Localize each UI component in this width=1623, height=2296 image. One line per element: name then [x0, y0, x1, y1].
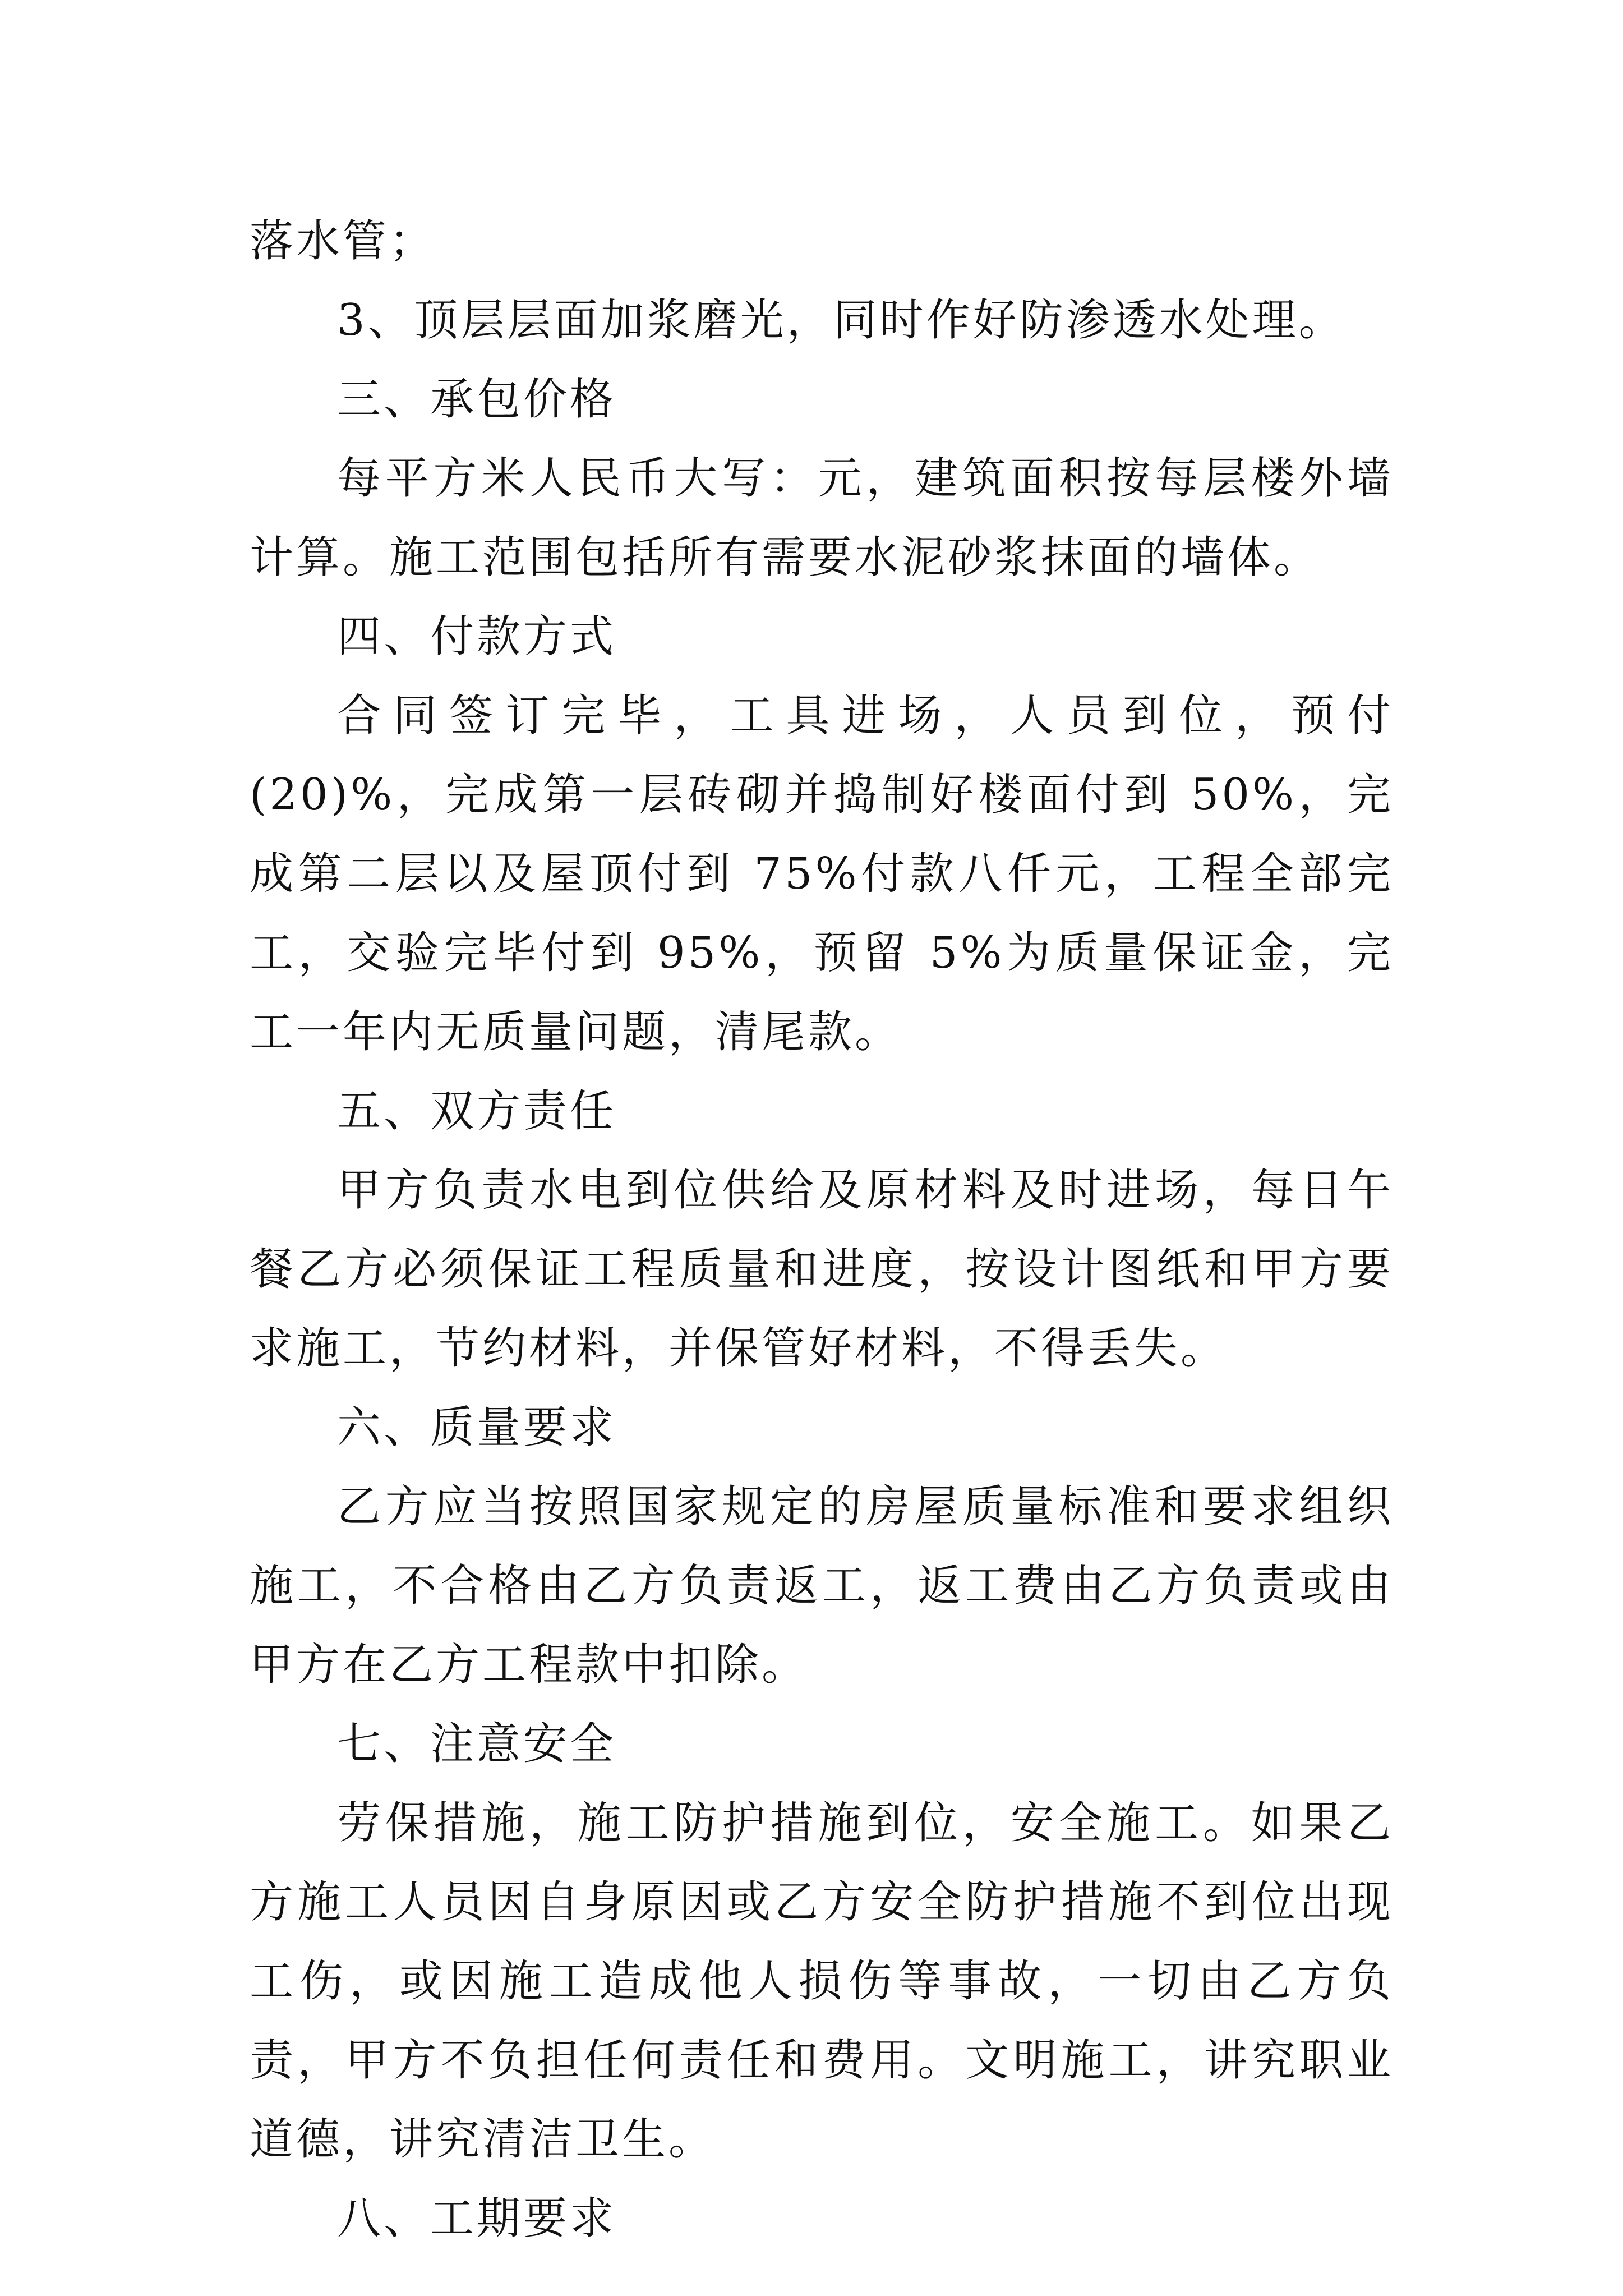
paragraph-6: 合同签订完毕，工具进场，人员到位，预付(20)%，完成第一层砖砌并捣制好楼面付到 50%，完成第二层以及屋顶付到 75%付款八仟元，工程全部完工，交验完毕付到 95%，预留 5%为质量保证金，完工一年内无质量问题，清尾款。	[250, 691, 1394, 1057]
section-heading-7: 七、注意安全	[337, 1719, 617, 1769]
paragraph-2: 3、顶层层面加浆磨光，同时作好防渗透水处理。	[337, 295, 1345, 346]
section-heading-8: 八、工期要求	[337, 2193, 617, 2244]
section-heading-6: 六、质量要求	[337, 1402, 617, 1453]
document-body	[250, 202, 1394, 2258]
paragraph-12: 劳保措施，施工防护措施到位，安全施工。如果乙方施工人员因自身原因或乙方安全防护措施不到位出现工伤，或因施工造成他人损伤等事故，一切由乙方负责，甲方不负担任何责任和费用。文明施工，讲究职业道德，讲究清洁卫生。	[250, 1798, 1394, 2165]
section-heading-3: 三、承包价格	[337, 374, 617, 425]
paragraph-4: 每平方米人民币大写：元，建筑面积按每层楼外墙计算。施工范围包括所有需要水泥砂浆抹面的墙体。	[250, 453, 1394, 583]
paragraph-10: 乙方应当按照国家规定的房屋质量标准和要求组织施工，不合格由乙方负责返工，返工费由乙方负责或由甲方在乙方工程款中扣除。	[250, 1481, 1394, 1690]
section-heading-4: 四、付款方式	[337, 611, 617, 662]
section-heading-5: 五、双方责任	[337, 1086, 617, 1137]
paragraph-8: 甲方负责水电到位供给及原材料及时进场，每日午餐乙方必须保证工程质量和进度，按设计图纸和甲方要求施工，节约材料，并保管好材料，不得丢失。	[250, 1165, 1394, 1374]
paragraph-1: 落水管；	[250, 216, 436, 266]
